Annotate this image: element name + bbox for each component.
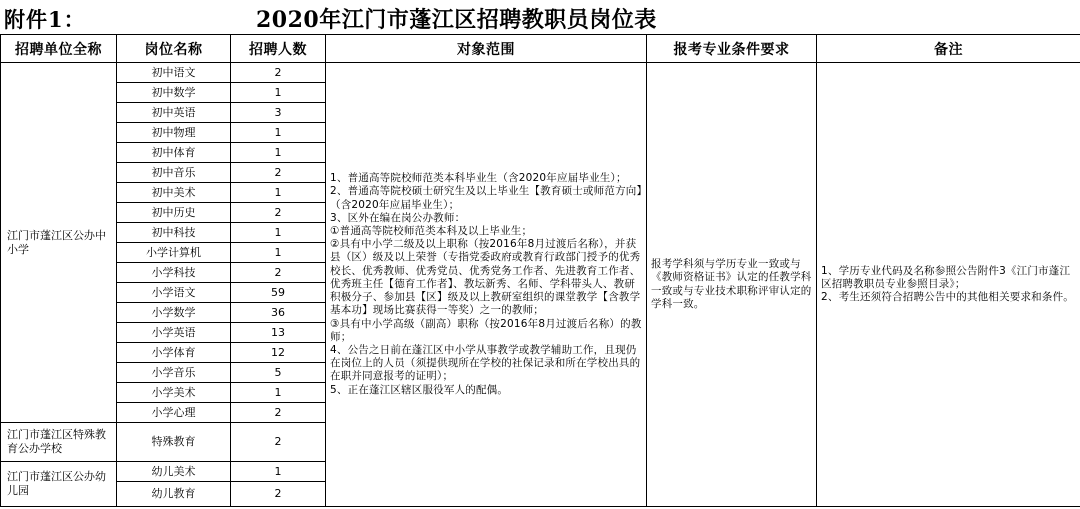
column-header-major: 报考专业条件要求 xyxy=(647,35,817,63)
position-name: 初中物理 xyxy=(117,123,231,143)
position-name: 小学数学 xyxy=(117,303,231,323)
column-header-scope: 对象范围 xyxy=(326,35,647,63)
annex-label: 附件1： xyxy=(4,7,86,32)
major-requirement-text: 报考学科须与学历专业一致或与《教师资格证书》认定的任教学科一致或与专业技术职称评审认定的学科一致。 xyxy=(647,63,817,507)
position-count: 59 xyxy=(231,283,326,303)
position-name: 幼儿美术 xyxy=(117,462,231,482)
position-count: 1 xyxy=(231,123,326,143)
position-count: 1 xyxy=(231,143,326,163)
position-name: 初中语文 xyxy=(117,63,231,83)
position-count: 1 xyxy=(231,183,326,203)
position-count: 12 xyxy=(231,343,326,363)
document-title: 2020年江门市蓬江区招聘教职员岗位表 xyxy=(256,7,657,33)
table-row xyxy=(1,63,1080,83)
position-count: 2 xyxy=(231,203,326,223)
position-count: 2 xyxy=(231,163,326,183)
position-name: 初中体育 xyxy=(117,143,231,163)
unit-name: 江门市蓬江区公办幼儿园 xyxy=(1,462,117,507)
table-header-row xyxy=(1,35,1080,63)
position-name: 特殊教育 xyxy=(117,423,231,462)
position-name: 小学英语 xyxy=(117,323,231,343)
position-name: 初中历史 xyxy=(117,203,231,223)
position-name: 幼儿教育 xyxy=(117,482,231,507)
position-name: 初中音乐 xyxy=(117,163,231,183)
position-count: 1 xyxy=(231,223,326,243)
position-count: 1 xyxy=(231,462,326,482)
position-count: 2 xyxy=(231,482,326,507)
position-count: 1 xyxy=(231,83,326,103)
position-name: 小学体育 xyxy=(117,343,231,363)
document-header xyxy=(0,0,1080,34)
position-count: 3 xyxy=(231,103,326,123)
position-name: 初中英语 xyxy=(117,103,231,123)
position-count: 1 xyxy=(231,243,326,263)
position-name: 小学音乐 xyxy=(117,363,231,383)
unit-name: 江门市蓬江区特殊教育公办学校 xyxy=(1,423,117,462)
position-name: 初中科技 xyxy=(117,223,231,243)
column-header-position: 岗位名称 xyxy=(117,35,231,63)
remarks-text: 1、学历专业代码及名称参照公告附件3《江门市蓬江区招聘教职员专业参照目录》； 2、考生还须符合招聘公告中的其他相关要求和条件。 xyxy=(817,63,1080,507)
position-count: 1 xyxy=(231,383,326,403)
position-name: 小学科技 xyxy=(117,263,231,283)
position-count: 5 xyxy=(231,363,326,383)
position-count: 13 xyxy=(231,323,326,343)
position-name: 初中数学 xyxy=(117,83,231,103)
scope-text: 1、普通高等院校师范类本科毕业生（含2020年应届毕业生）； 2、普通高等院校硕士研究生及以上毕业生【教育硕士或师范方向】（含2020年应届毕业生）； 3、区外在编在岗公办教师： ①普通高等院校师范类本科及以上毕业生； ②具有中小学二级及以上职称（按2016年8月过渡后名称），并获县（区）级及以上荣誉（专指党委政府或教育行政部门授予的优秀校长、优秀教师、优秀党员、优秀党务工作者、先进教育工作者、优秀班主任【德育工作者】、教坛新秀、名师、学科带头人、教研积极分子、参加县【区】级及以上教研室组织的课堂教学【含教学基本功】现场比赛获得一等奖）之一的教师； ③具有中小学高级（副高）职称（按2016年8月过渡后名称）的教师； 4、公告之日前在蓬江区中小学从事教学或教学辅助工作，且现仍在岗位上的人员（须提供现所在学校的社保记录和所在学校出具的在职并同意报考的证明）； 5、正在蓬江区辖区服役军人的配偶。 xyxy=(326,63,647,507)
position-name: 初中美术 xyxy=(117,183,231,203)
position-count: 2 xyxy=(231,263,326,283)
position-name: 小学美术 xyxy=(117,383,231,403)
unit-name: 江门市蓬江区公办中小学 xyxy=(1,63,117,423)
column-header-remarks: 备注 xyxy=(817,35,1080,63)
column-header-unit: 招聘单位全称 xyxy=(1,35,117,63)
position-count: 2 xyxy=(231,423,326,462)
position-name: 小学计算机 xyxy=(117,243,231,263)
position-count: 2 xyxy=(231,63,326,83)
position-count: 2 xyxy=(231,403,326,423)
column-header-count: 招聘人数 xyxy=(231,35,326,63)
position-name: 小学心理 xyxy=(117,403,231,423)
position-count: 36 xyxy=(231,303,326,323)
positions-table xyxy=(0,34,1080,507)
position-name: 小学语文 xyxy=(117,283,231,303)
